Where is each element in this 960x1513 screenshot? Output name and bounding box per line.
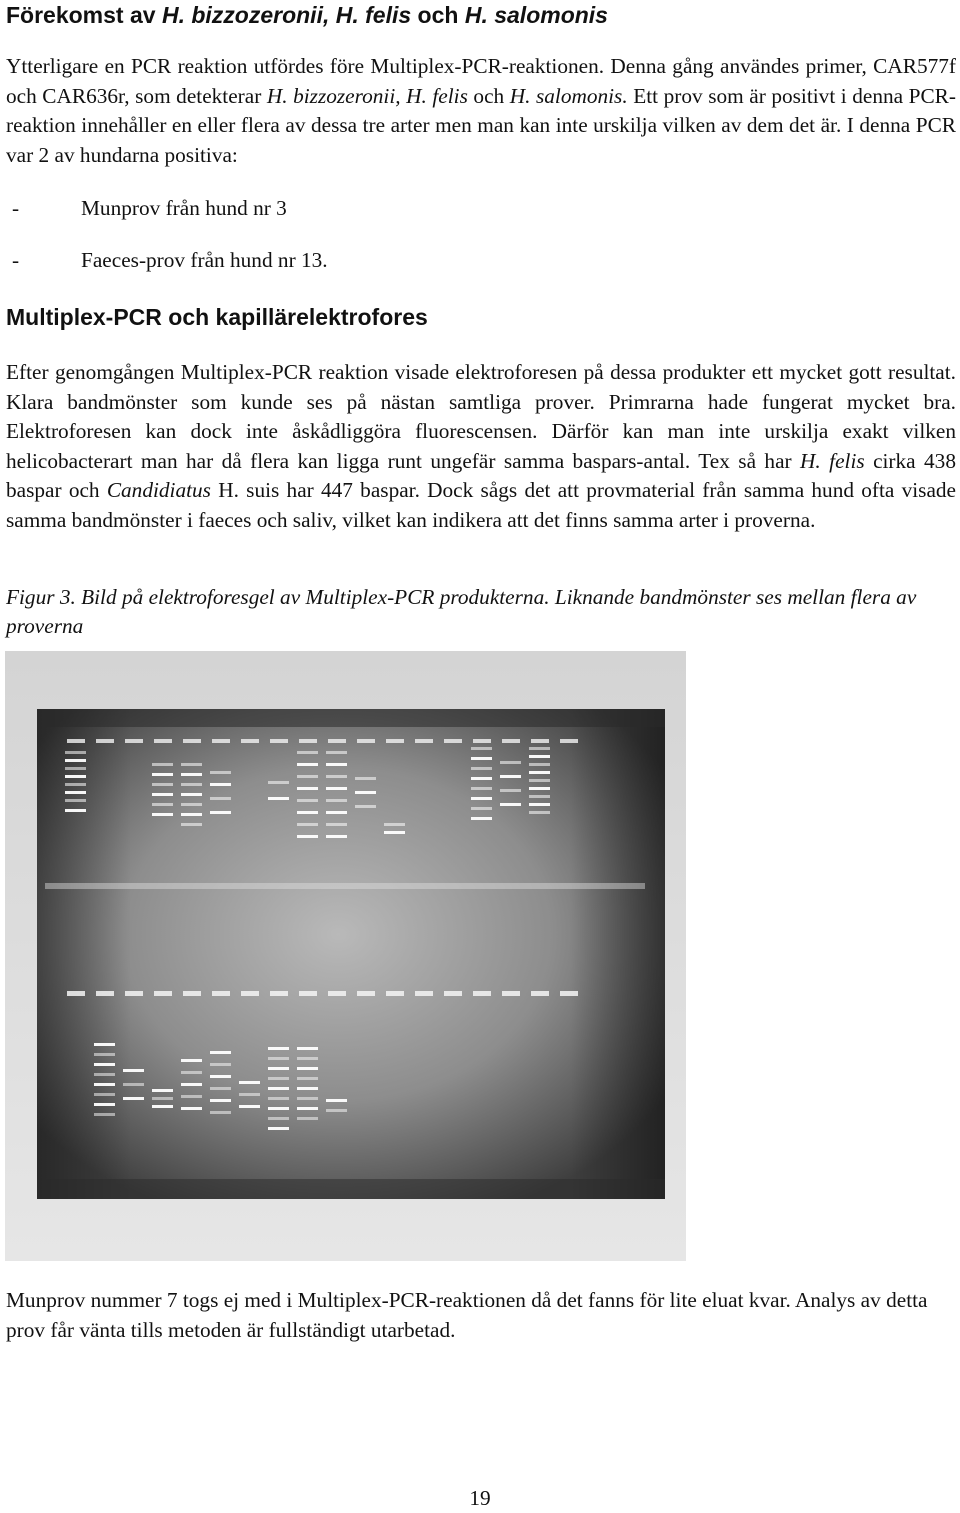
gel-band xyxy=(268,1047,289,1050)
gel-band xyxy=(94,1093,115,1096)
section-heading-occurrence: Förekomst av H. bizzozeronii, H. felis och H. salomonis xyxy=(6,2,608,28)
gel-band xyxy=(268,1057,289,1060)
gel-band xyxy=(529,779,550,782)
gel-band xyxy=(326,775,347,778)
results-paragraph: Efter genomgången Multiplex-PCR reaktion visade elektroforesen på dessa produkter ett mycket gott resultat. Klara bandmönster som kunde ses på nästan samtliga prover. Primrarna hade fungerat mycket bra. Elektroforesen kan dock inte åskådliggöra fluorescensen. Därför kan man inte urskilja exakt vilken helicobacterart man har då flera kan ligga runt ungefär samma baspars-antal. Tex så har H. felis cirka 438 baspar och Candidiatus H. suis har 447 baspar. Dock sågs det att provmaterial från samma hund ofta visade samma bandmönster i faeces och saliv, vilket kan indikera att det finns samma arter i proverna. xyxy=(6,360,956,532)
gel-well xyxy=(357,991,375,996)
gel-well xyxy=(444,739,462,743)
gel-well xyxy=(502,739,520,743)
gel-band xyxy=(94,1053,115,1056)
gel-band xyxy=(65,775,86,778)
gel-well xyxy=(386,739,404,743)
gel-band xyxy=(297,835,318,838)
gel-band xyxy=(181,1083,202,1086)
gel-band xyxy=(268,781,289,784)
gel-well xyxy=(241,739,259,743)
gel-band xyxy=(94,1063,115,1066)
gel-band xyxy=(210,1111,231,1114)
gel-band xyxy=(471,817,492,820)
gel-well xyxy=(357,739,375,743)
gel-band xyxy=(297,811,318,814)
gel-band xyxy=(529,763,550,766)
middle-well-line xyxy=(45,883,645,889)
gel-band xyxy=(529,755,550,758)
gel-well xyxy=(241,991,259,996)
section-heading-multiplex: Multiplex-PCR och kapillärelektrofores xyxy=(6,304,428,330)
gel-band xyxy=(123,1069,144,1072)
gel-band xyxy=(297,787,318,790)
gel-band xyxy=(152,803,173,806)
electrophoresis-gel-photo xyxy=(5,651,686,1261)
gel-band xyxy=(268,1077,289,1080)
gel-band xyxy=(297,1077,318,1080)
gel-band xyxy=(355,805,376,808)
gel-band xyxy=(181,783,202,786)
gel-band xyxy=(181,1071,202,1074)
gel-band xyxy=(181,1107,202,1110)
gel-band xyxy=(326,799,347,802)
gel-band xyxy=(65,767,86,770)
gel-well xyxy=(96,739,114,743)
gel-band xyxy=(152,783,173,786)
gel-well xyxy=(531,991,549,996)
gel-band xyxy=(529,811,550,814)
gel-band xyxy=(529,787,550,790)
gel-band xyxy=(181,793,202,796)
gel-band xyxy=(471,747,492,750)
gel-well xyxy=(328,739,346,743)
gel-well xyxy=(125,991,143,996)
gel-band xyxy=(65,791,86,794)
gel-band xyxy=(297,1087,318,1090)
gel-band xyxy=(326,835,347,838)
gel-band xyxy=(326,751,347,754)
gel-band xyxy=(181,763,202,766)
gel-band xyxy=(65,799,86,802)
gel-band xyxy=(355,777,376,780)
gel-well xyxy=(415,739,433,743)
gel-band xyxy=(152,793,173,796)
gel-band xyxy=(529,803,550,806)
gel-band xyxy=(297,1067,318,1070)
gel-band xyxy=(326,787,347,790)
gel-well xyxy=(473,739,491,743)
gel-band xyxy=(210,1075,231,1078)
gel-band xyxy=(471,757,492,760)
gel-band xyxy=(471,797,492,800)
figure-caption: Figur 3. Bild på elektroforesgel av Multiplex-PCR produkterna. Liknande bandmönster ses mellan flera av proverna xyxy=(6,585,917,638)
gel-band xyxy=(181,1095,202,1098)
list-item: - Munprov från hund nr 3 xyxy=(12,196,287,220)
gel-band xyxy=(152,1097,173,1100)
gel-band xyxy=(123,1097,144,1100)
gel-band xyxy=(529,795,550,798)
gel-band xyxy=(471,777,492,780)
gel-well xyxy=(270,739,288,743)
note-paragraph: Munprov nummer 7 togs ej med i Multiplex-PCR-reaktionen då det fanns för lite eluat kvar. Analys av detta prov får vänta tills metoden är fullständigt utarbetad. xyxy=(6,1288,928,1342)
gel-band xyxy=(297,751,318,754)
gel-well xyxy=(154,991,172,996)
gel-band xyxy=(65,759,86,762)
gel-band xyxy=(268,1097,289,1100)
intro-paragraph: Ytterligare en PCR reaktion utfördes före Multiplex-PCR-reaktionen. Denna gång användes primer, CAR577f och CAR636r, som detekterar H. bizzozeronii, H. felis och H. salomonis. Ett prov som är positivt i denna PCR-reaktion innehåller en eller flera av dessa tre arter men man kan inte urskilja vilken av dem det är. I denna PCR var 2 av hundarna positiva: xyxy=(6,54,956,167)
gel-band xyxy=(239,1081,260,1084)
gel-well xyxy=(96,991,114,996)
gel-band xyxy=(268,1127,289,1130)
gel-band xyxy=(500,789,521,792)
gel-band xyxy=(181,823,202,826)
gel-band xyxy=(210,771,231,774)
gel-well xyxy=(270,991,288,996)
gel-band xyxy=(297,763,318,766)
gel-band xyxy=(326,811,347,814)
gel-band xyxy=(239,1105,260,1108)
gel-band xyxy=(210,811,231,814)
gel-band xyxy=(326,1099,347,1102)
gel-band xyxy=(94,1043,115,1046)
gel-band xyxy=(123,1083,144,1086)
gel-band xyxy=(65,783,86,786)
gel-band xyxy=(297,1097,318,1100)
gel-band xyxy=(268,1087,289,1090)
gel-band xyxy=(94,1073,115,1076)
gel-band xyxy=(326,1109,347,1112)
gel-band xyxy=(210,797,231,800)
gel-band xyxy=(471,807,492,810)
gel-band xyxy=(152,763,173,766)
gel-band xyxy=(152,813,173,816)
gel-band xyxy=(210,1099,231,1102)
gel-band xyxy=(181,773,202,776)
gel-band xyxy=(152,773,173,776)
gel-band xyxy=(181,803,202,806)
gel-band xyxy=(500,775,521,778)
gel-well xyxy=(386,991,404,996)
gel-band xyxy=(210,1063,231,1066)
gel-band xyxy=(268,1117,289,1120)
gel-well xyxy=(444,991,462,996)
gel-well xyxy=(183,991,201,996)
gel-band xyxy=(384,823,405,826)
gel-well xyxy=(502,991,520,996)
gel-band xyxy=(297,1057,318,1060)
gel-band xyxy=(268,797,289,800)
gel-well xyxy=(183,739,201,743)
gel-band xyxy=(297,823,318,826)
gel-band xyxy=(529,771,550,774)
gel-band xyxy=(268,1067,289,1070)
gel-well xyxy=(415,991,433,996)
gel-band xyxy=(210,783,231,786)
gel-well xyxy=(473,991,491,996)
gel-band xyxy=(297,1117,318,1120)
gel-band xyxy=(471,767,492,770)
gel-well xyxy=(212,739,230,743)
gel-well xyxy=(154,739,172,743)
list-item: - Faeces-prov från hund nr 13. xyxy=(12,248,328,272)
gel-band xyxy=(326,823,347,826)
gel-band xyxy=(94,1103,115,1106)
gel-band xyxy=(326,763,347,766)
gel-band xyxy=(355,791,376,794)
gel-band xyxy=(152,1089,173,1092)
gel-band xyxy=(65,809,86,812)
gel-well xyxy=(212,991,230,996)
gel-band xyxy=(384,831,405,834)
gel-band xyxy=(268,1107,289,1110)
gel-well xyxy=(67,739,85,743)
gel-band xyxy=(94,1083,115,1086)
page-number: 19 xyxy=(469,1486,491,1510)
gel-well xyxy=(67,991,85,996)
gel-band xyxy=(500,803,521,806)
gel-well xyxy=(299,739,317,743)
gel-well xyxy=(125,739,143,743)
gel-band xyxy=(297,775,318,778)
gel-well xyxy=(328,991,346,996)
gel-band xyxy=(181,813,202,816)
gel-band xyxy=(239,1093,260,1096)
gel-band xyxy=(152,1105,173,1108)
gel-band xyxy=(65,751,86,754)
gel-band xyxy=(471,787,492,790)
gel-well xyxy=(531,739,549,743)
gel-well xyxy=(299,991,317,996)
gel-band xyxy=(297,1107,318,1110)
gel-band xyxy=(529,747,550,750)
gel-band xyxy=(181,1059,202,1062)
gel-well xyxy=(560,991,578,996)
gel-band xyxy=(297,1047,318,1050)
gel-band xyxy=(500,761,521,764)
gel-band xyxy=(94,1113,115,1116)
gel-band xyxy=(210,1087,231,1090)
gel-band xyxy=(210,1051,231,1054)
gel-well xyxy=(560,739,578,743)
gel-band xyxy=(297,799,318,802)
